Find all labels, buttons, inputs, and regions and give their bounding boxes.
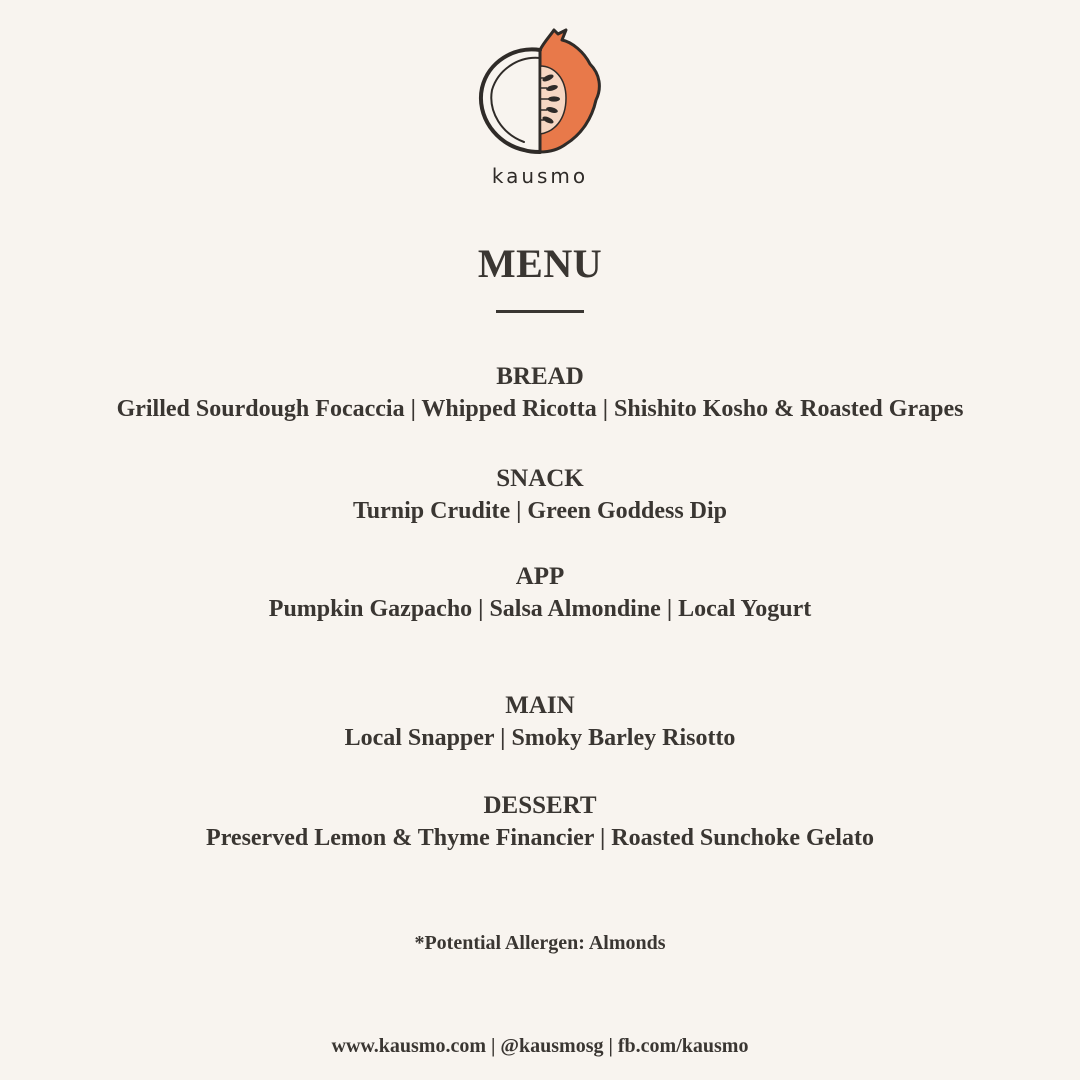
footer-links: www.kausmo.com | @kausmosg | fb.com/kausmo xyxy=(331,1035,749,1057)
section-heading: APP xyxy=(515,563,565,590)
page-title: MENU xyxy=(477,241,603,286)
menu-section-dessert xyxy=(0,791,1080,855)
section-items: Turnip Crudite | Green Goddess Dip xyxy=(352,498,728,524)
section-heading: MAIN xyxy=(505,692,575,719)
menu-section-main xyxy=(0,691,1080,755)
menu-section-app xyxy=(0,562,1080,626)
section-heading: BREAD xyxy=(496,363,584,390)
persimmon-logo-icon xyxy=(474,28,606,160)
section-heading: DESSERT xyxy=(483,792,597,819)
allergen-note: *Potential Allergen: Almonds xyxy=(414,932,666,954)
section-items: Pumpkin Gazpacho | Salsa Almondine | Local Yogurt xyxy=(268,596,812,622)
menu-section-snack xyxy=(0,464,1080,528)
section-heading: SNACK xyxy=(496,465,584,492)
brand-name: kausmo xyxy=(491,164,589,188)
section-items: Local Snapper | Smoky Barley Risotto xyxy=(344,725,736,751)
section-items: Preserved Lemon & Thyme Financier | Roasted Sunchoke Gelato xyxy=(206,825,874,851)
section-items: Grilled Sourdough Focaccia | Whipped Ricotta | Shishito Kosho & Roasted Grapes xyxy=(116,396,964,422)
menu-section-bread xyxy=(0,362,1080,426)
title-divider xyxy=(496,310,584,313)
